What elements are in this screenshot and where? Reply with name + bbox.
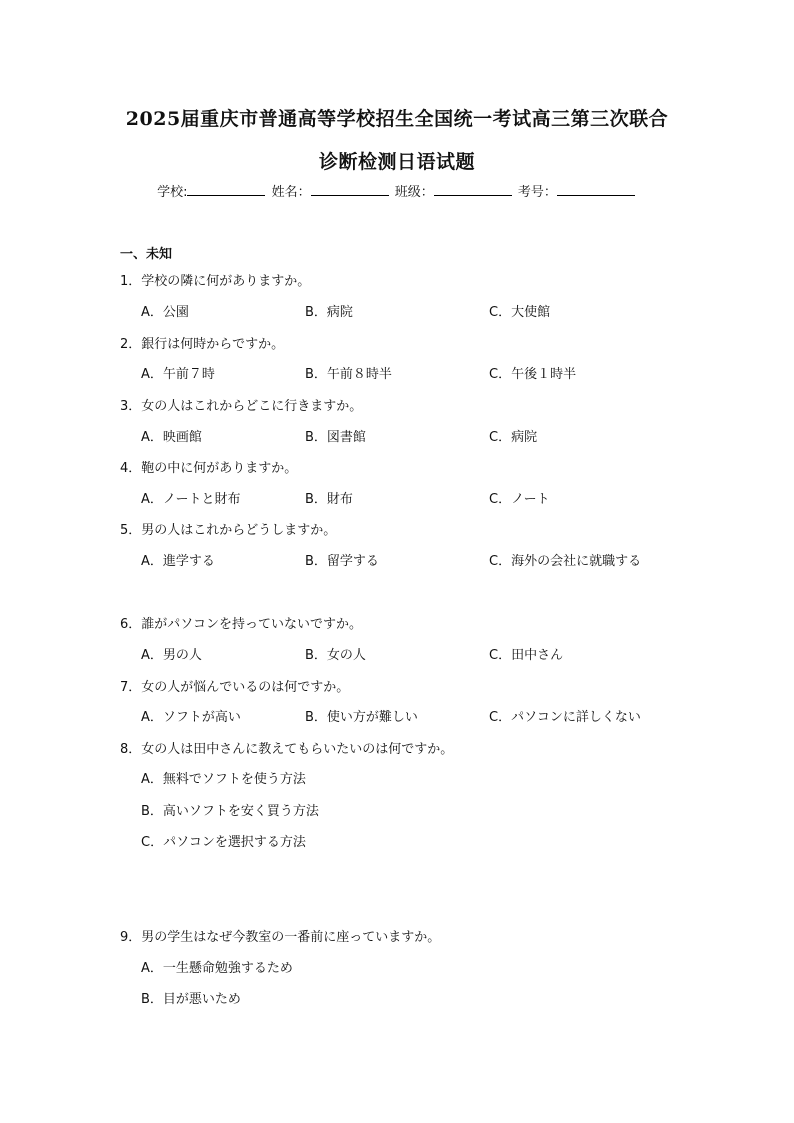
q2-option-a: A．午前７時 xyxy=(141,367,215,382)
q2-option-c: C．午後１時半 xyxy=(489,367,577,382)
question-3: 3．女の人はこれからどこに行きますか。 xyxy=(120,399,363,414)
q9-option-b: B．目が悪いため xyxy=(141,992,241,1007)
question-1: 1．学校の隣に何がありますか。 xyxy=(120,274,311,289)
q8-option-c: C．パソコンを選択する方法 xyxy=(141,835,306,850)
q7-option-c: C．パソコンに詳しくない xyxy=(489,710,641,725)
q5-option-b: B．留学する xyxy=(305,554,379,569)
q6-option-b: B．女の人 xyxy=(305,648,366,663)
exam-number-label: 考号： xyxy=(517,185,557,200)
document-title-line1: 2025届重庆市普通高等学校招生全国统一考试高三第三次联合 xyxy=(125,108,669,130)
school-blank[interactable] xyxy=(187,183,265,196)
section-title: 一、未知 xyxy=(120,247,173,262)
student-info-row xyxy=(0,181,794,200)
q4-option-b: B．財布 xyxy=(305,492,353,507)
q1-option-a: A．公園 xyxy=(141,305,189,320)
exam-number-blank[interactable] xyxy=(557,183,635,196)
question-6: 6．誰がパソコンを持っていないですか。 xyxy=(120,617,363,632)
question-7: 7．女の人が悩んでいるのは何ですか。 xyxy=(120,680,350,695)
q8-option-a: A．無料でソフトを使う方法 xyxy=(141,772,306,787)
q6-option-c: C．田中さん xyxy=(489,648,564,663)
q4-option-a: A．ノートと財布 xyxy=(141,492,241,507)
question-8: 8．女の人は田中さんに教えてもらいたいのは何ですか。 xyxy=(120,742,454,757)
q5-option-c: C．海外の会社に就職する xyxy=(489,554,642,569)
q3-option-b: B．図書館 xyxy=(305,430,366,445)
q2-option-b: B．午前８時半 xyxy=(305,367,392,382)
q4-option-c: C．ノート xyxy=(489,492,550,507)
q1-option-b: B．病院 xyxy=(305,305,353,320)
q3-option-c: C．病院 xyxy=(489,430,538,445)
question-4: 4．鞄の中に何がありますか。 xyxy=(120,461,298,476)
q1-option-c: C．大使館 xyxy=(489,305,551,320)
name-label: 姓名： xyxy=(271,185,311,200)
q6-option-a: A．男の人 xyxy=(141,648,202,663)
class-blank[interactable] xyxy=(434,183,512,196)
school-label: 学校: xyxy=(157,185,188,200)
question-5: 5．男の人はこれからどうしますか。 xyxy=(120,523,337,538)
q5-option-a: A．進学する xyxy=(141,554,215,569)
q7-option-b: B．使い方が難しい xyxy=(305,710,418,725)
question-9: 9．男の学生はなぜ今教室の一番前に座っていますか。 xyxy=(120,930,441,945)
q7-option-a: A．ソフトが高い xyxy=(141,710,241,725)
document-title-line2: 诊断检测日语试题 xyxy=(318,151,475,173)
q9-option-a: A．一生懸命勉強するため xyxy=(141,961,293,976)
q3-option-a: A．映画館 xyxy=(141,430,202,445)
class-label: 班级： xyxy=(394,185,434,200)
q8-option-b: B．高いソフトを安く買う方法 xyxy=(141,804,319,819)
name-blank[interactable] xyxy=(311,183,389,196)
question-2: 2．銀行は何時からですか。 xyxy=(120,337,285,352)
